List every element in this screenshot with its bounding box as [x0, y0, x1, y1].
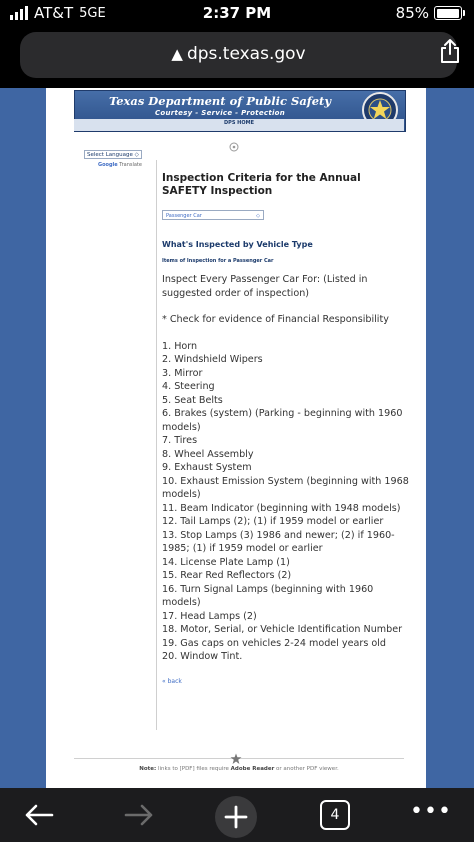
new-tab-button[interactable]	[215, 796, 257, 838]
vehicle-type-select[interactable]	[162, 210, 264, 220]
section-heading: What's Inspected by Vehicle Type	[162, 240, 313, 249]
list-item: 4. Steering	[162, 381, 215, 392]
list-item: 10. Exhaust Emission System (beginning with 1968 models)	[162, 475, 409, 500]
sidebar-divider	[156, 160, 157, 730]
list-item: 19. Gas caps on vehicles 2-24 model years old	[162, 637, 386, 649]
list-item: 7. Tires	[162, 435, 198, 446]
battery-icon	[434, 6, 462, 20]
list-item: 13. Stop Lamps (3) 1986 and newer; (2) if 1960-1985; (1) if 1959 model or earlier	[162, 529, 395, 554]
texas-star-icon	[230, 753, 242, 765]
adobe-reader-link[interactable]: Adobe Reader	[230, 766, 275, 772]
battery-info	[396, 4, 462, 22]
agency-motto: Courtesy - Service - Protection	[154, 109, 286, 117]
browser-toolbar	[0, 788, 474, 842]
list-item: 14. License Plate Lamp (1)	[162, 556, 290, 568]
list-item: 8. Wheel Assembly	[162, 448, 254, 460]
translate-label: Translate	[119, 162, 142, 168]
site-nav	[74, 119, 404, 131]
footer-note-tail: or another PDF viewer.	[276, 766, 339, 772]
list-item: 9. Exhaust System	[162, 462, 252, 473]
language-select[interactable]: Select Language ◇	[84, 150, 142, 159]
network-type: 5GE	[79, 5, 106, 21]
url-text: dps.texas.gov	[186, 44, 306, 64]
carrier-name: AT&T	[34, 4, 74, 22]
forward-arrow-icon[interactable]	[122, 798, 156, 832]
address-bar-area	[0, 28, 474, 88]
back-link-label: back	[167, 677, 182, 685]
list-item: 11. Beam Indicator (beginning with 1948 models)	[162, 502, 401, 514]
plus-icon	[215, 796, 257, 838]
divider-ornament-icon	[228, 142, 240, 152]
address-bar[interactable]	[20, 32, 457, 78]
list-item: 12. Tail Lamps (2); (1) if 1959 model or earlier	[162, 516, 384, 527]
intro-text: Inspect Every Passenger Car For: (Listed in suggested order of inspection)	[162, 274, 368, 299]
list-item: 5. Seat Belts	[162, 394, 223, 406]
page-title-line1: Inspection Criteria for the Annual	[162, 172, 361, 184]
list-item: 1. Horn	[162, 340, 198, 352]
more-menu-icon[interactable]: •••	[410, 799, 452, 824]
page-title-line2: SAFETY Inspection	[162, 185, 273, 197]
footer-note	[74, 766, 404, 772]
status-bar	[0, 0, 474, 28]
footer-note-label: Note:	[139, 766, 157, 772]
language-select-label: Select Language	[87, 152, 133, 158]
clock: 2:37 PM	[202, 4, 272, 22]
tab-switcher-button[interactable]: 4	[320, 800, 350, 830]
share-icon[interactable]	[438, 38, 462, 64]
dps-home-link[interactable]: DPS HOME	[224, 120, 254, 126]
url-display[interactable]	[20, 44, 457, 64]
inspection-items	[162, 340, 412, 664]
select-arrow-icon: ◇	[256, 213, 260, 219]
list-item: 17. Head Lamps (2)	[162, 610, 257, 622]
battery-percent: 85%	[395, 4, 429, 22]
list-item: 15. Rear Red Reflectors (2)	[162, 570, 292, 581]
list-item: 16. Turn Signal Lamps (beginning with 1960 models)	[162, 583, 374, 608]
back-arrow-icon: «	[162, 677, 166, 685]
vehicle-type-value: Passenger Car	[166, 213, 202, 219]
page-title	[162, 172, 412, 198]
list-item: 3. Mirror	[162, 367, 203, 379]
google-translate	[98, 162, 142, 168]
list-item: 20. Window Tint.	[162, 651, 243, 662]
list-item: 2. Windshield Wipers	[162, 354, 263, 365]
financial-note: * Check for evidence of Financial Responsibility	[162, 314, 389, 325]
warning-icon: ▲	[171, 45, 183, 63]
footer-note-text: links to [PDF] files require	[158, 766, 229, 772]
list-item: 18. Motor, Serial, or Vehicle Identification Number	[162, 624, 403, 635]
sub-heading: Items of Inspection for a Passenger Car	[162, 258, 274, 264]
list-item: 6. Brakes (system) (Parking - beginning with 1960 models)	[162, 408, 403, 433]
main-content	[162, 172, 412, 685]
back-arrow-icon[interactable]	[22, 798, 56, 832]
agency-name: Texas Department of Public Safety	[108, 94, 332, 108]
back-link[interactable]	[162, 678, 412, 685]
google-logo: Google	[98, 162, 118, 168]
